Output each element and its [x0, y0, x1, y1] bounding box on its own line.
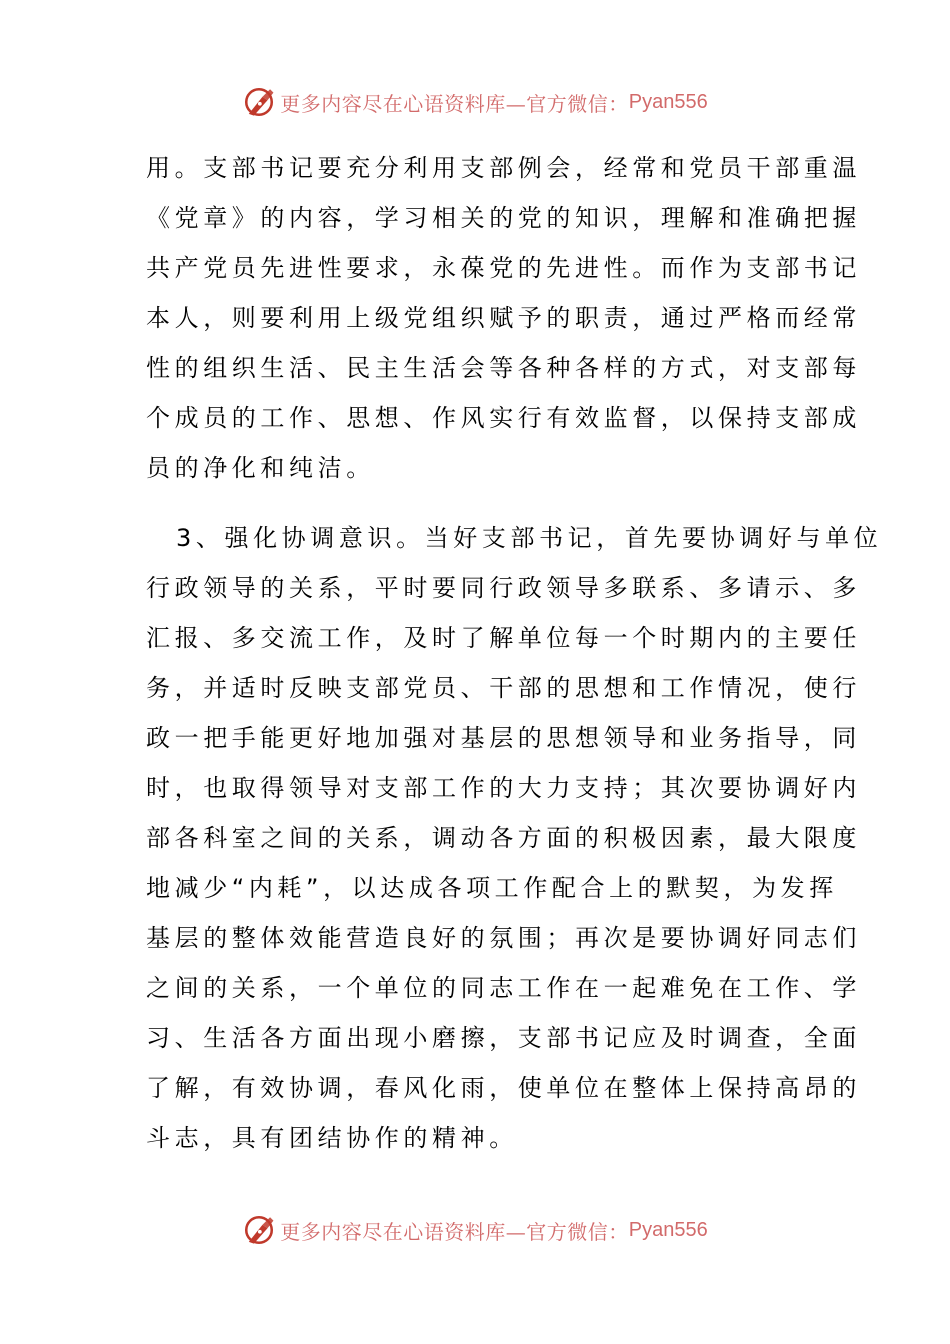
text-line: 政一把手能更好地加强对基层的思想领导和业务指导，同 [146, 724, 861, 752]
paragraph [146, 513, 883, 1163]
text-line: 共产党员先进性要求，永葆党的先进性。而作为支部书记 [146, 254, 861, 282]
text-line: 地减少“内耗”，以达成各项工作配合上的默契，为发挥 [146, 874, 838, 902]
text-line: 用。支部书记要充分利用支部例会，经常和党员干部重温 [146, 154, 861, 182]
text-line: 部各科室之间的关系，调动各方面的积极因素，最大限度 [146, 824, 861, 852]
text-line: 基层的整体效能营造良好的氛围；再次是要协调好同志们 [146, 924, 861, 952]
text-line: 汇报、多交流工作，及时了解单位每一个时期内的主要任 [146, 624, 861, 652]
text-line: 《党章》的内容，学习相关的党的知识，理解和准确把握 [146, 204, 861, 232]
text-line: 时，也取得领导对支部工作的大力支持；其次要协调好内 [146, 774, 861, 802]
footer-banner [0, 1208, 950, 1252]
wechat-id: Pyan556 [628, 1218, 708, 1241]
paragraph-spacer [146, 493, 806, 513]
text-line: 3、强化协调意识。当好支部书记，首先要协调好与单位 [176, 524, 883, 552]
header-banner [0, 80, 950, 124]
text-line: 员的净化和纯洁。 [146, 454, 375, 482]
text-line: 之间的关系，一个单位的同志工作在一起难免在工作、学 [146, 974, 861, 1002]
document-body [146, 143, 883, 1163]
text-line: 务，并适时反映支部党员、干部的思想和工作情况，使行 [146, 674, 861, 702]
paragraph [146, 143, 861, 493]
text-line: 性的组织生活、民主生活会等各种各样的方式，对支部每 [146, 354, 861, 382]
banner-text: 更多内容尽在心语资料库—官方微信： [280, 91, 629, 116]
text-line: 习、生活各方面出现小磨擦，支部书记应及时调查，全面 [146, 1024, 861, 1052]
text-line: 了解，有效协调，春风化雨，使单位在整体上保持高昂的 [146, 1074, 861, 1102]
pen-nib-logo-icon [242, 85, 276, 119]
pen-nib-logo-icon [242, 1213, 276, 1247]
banner-text: 更多内容尽在心语资料库—官方微信： [280, 1219, 629, 1244]
text-line: 行政领导的关系，平时要同行政领导多联系、多请示、多 [146, 574, 861, 602]
text-line: 斗志，具有团结协作的精神。 [146, 1124, 518, 1152]
text-line: 个成员的工作、思想、作风实行有效监督，以保持支部成 [146, 404, 861, 432]
text-line: 本人，则要利用上级党组织赋予的职责，通过严格而经常 [146, 304, 861, 332]
wechat-id: Pyan556 [628, 90, 708, 113]
